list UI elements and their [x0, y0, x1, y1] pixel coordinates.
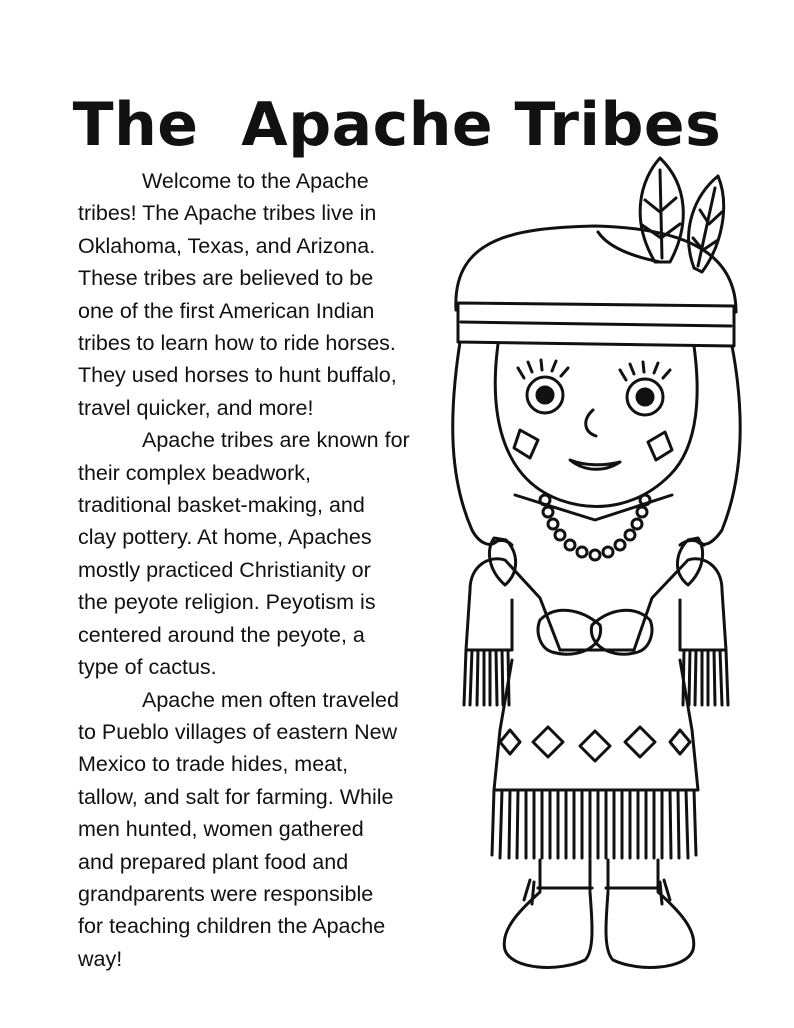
text-line: for teaching children the Apache	[78, 914, 386, 939]
text-line: traditional basket-making, and	[78, 493, 365, 518]
text-line: travel quicker, and more!	[78, 395, 314, 420]
text-line: the peyote religion. Peyotism is	[78, 590, 376, 615]
diamond-pattern-icon	[500, 727, 690, 761]
text-line: mostly practiced Christianity or	[78, 557, 371, 582]
paragraph-1	[78, 165, 448, 424]
text-line: tribes to learn how to ride horses.	[78, 331, 396, 356]
text-line: their complex beadwork,	[78, 460, 312, 485]
text-line: They used horses to hunt buffalo,	[78, 363, 397, 388]
text-line: Mexico to trade hides, meat,	[78, 752, 349, 777]
paragraph-2	[78, 424, 448, 683]
text-line: centered around the peyote, a	[78, 622, 365, 647]
text-line: Welcome to the Apache	[142, 169, 369, 193]
girl-figure-icon	[440, 150, 760, 980]
eye-icon	[518, 360, 670, 415]
necklace-icon	[540, 495, 650, 560]
text-line: These tribes are believed to be	[78, 266, 374, 291]
text-line: men hunted, women gathered	[78, 817, 364, 842]
text-line: grandparents were responsible	[78, 881, 374, 906]
text-line: way!	[78, 946, 123, 971]
text-line: and prepared plant food and	[78, 849, 349, 874]
text-line: tallow, and salt for farming. While	[78, 784, 394, 809]
article-text	[78, 165, 448, 975]
text-line: clay pottery. At home, Apaches	[78, 525, 372, 550]
paragraph-3	[78, 684, 448, 976]
text-line: Oklahoma, Texas, and Arizona.	[78, 233, 376, 258]
page-title: The Apache Tribes	[72, 90, 722, 161]
girl-figure-illustration	[440, 150, 760, 980]
text-line: Apache tribes are known for	[142, 428, 410, 453]
text-line: Apache men often traveled	[142, 687, 399, 712]
text-line: to Pueblo villages of eastern New	[78, 719, 398, 744]
text-line: one of the first American Indian	[78, 298, 375, 323]
text-line: tribes! The Apache tribes live in	[78, 201, 377, 226]
text-line: type of cactus.	[78, 655, 217, 680]
